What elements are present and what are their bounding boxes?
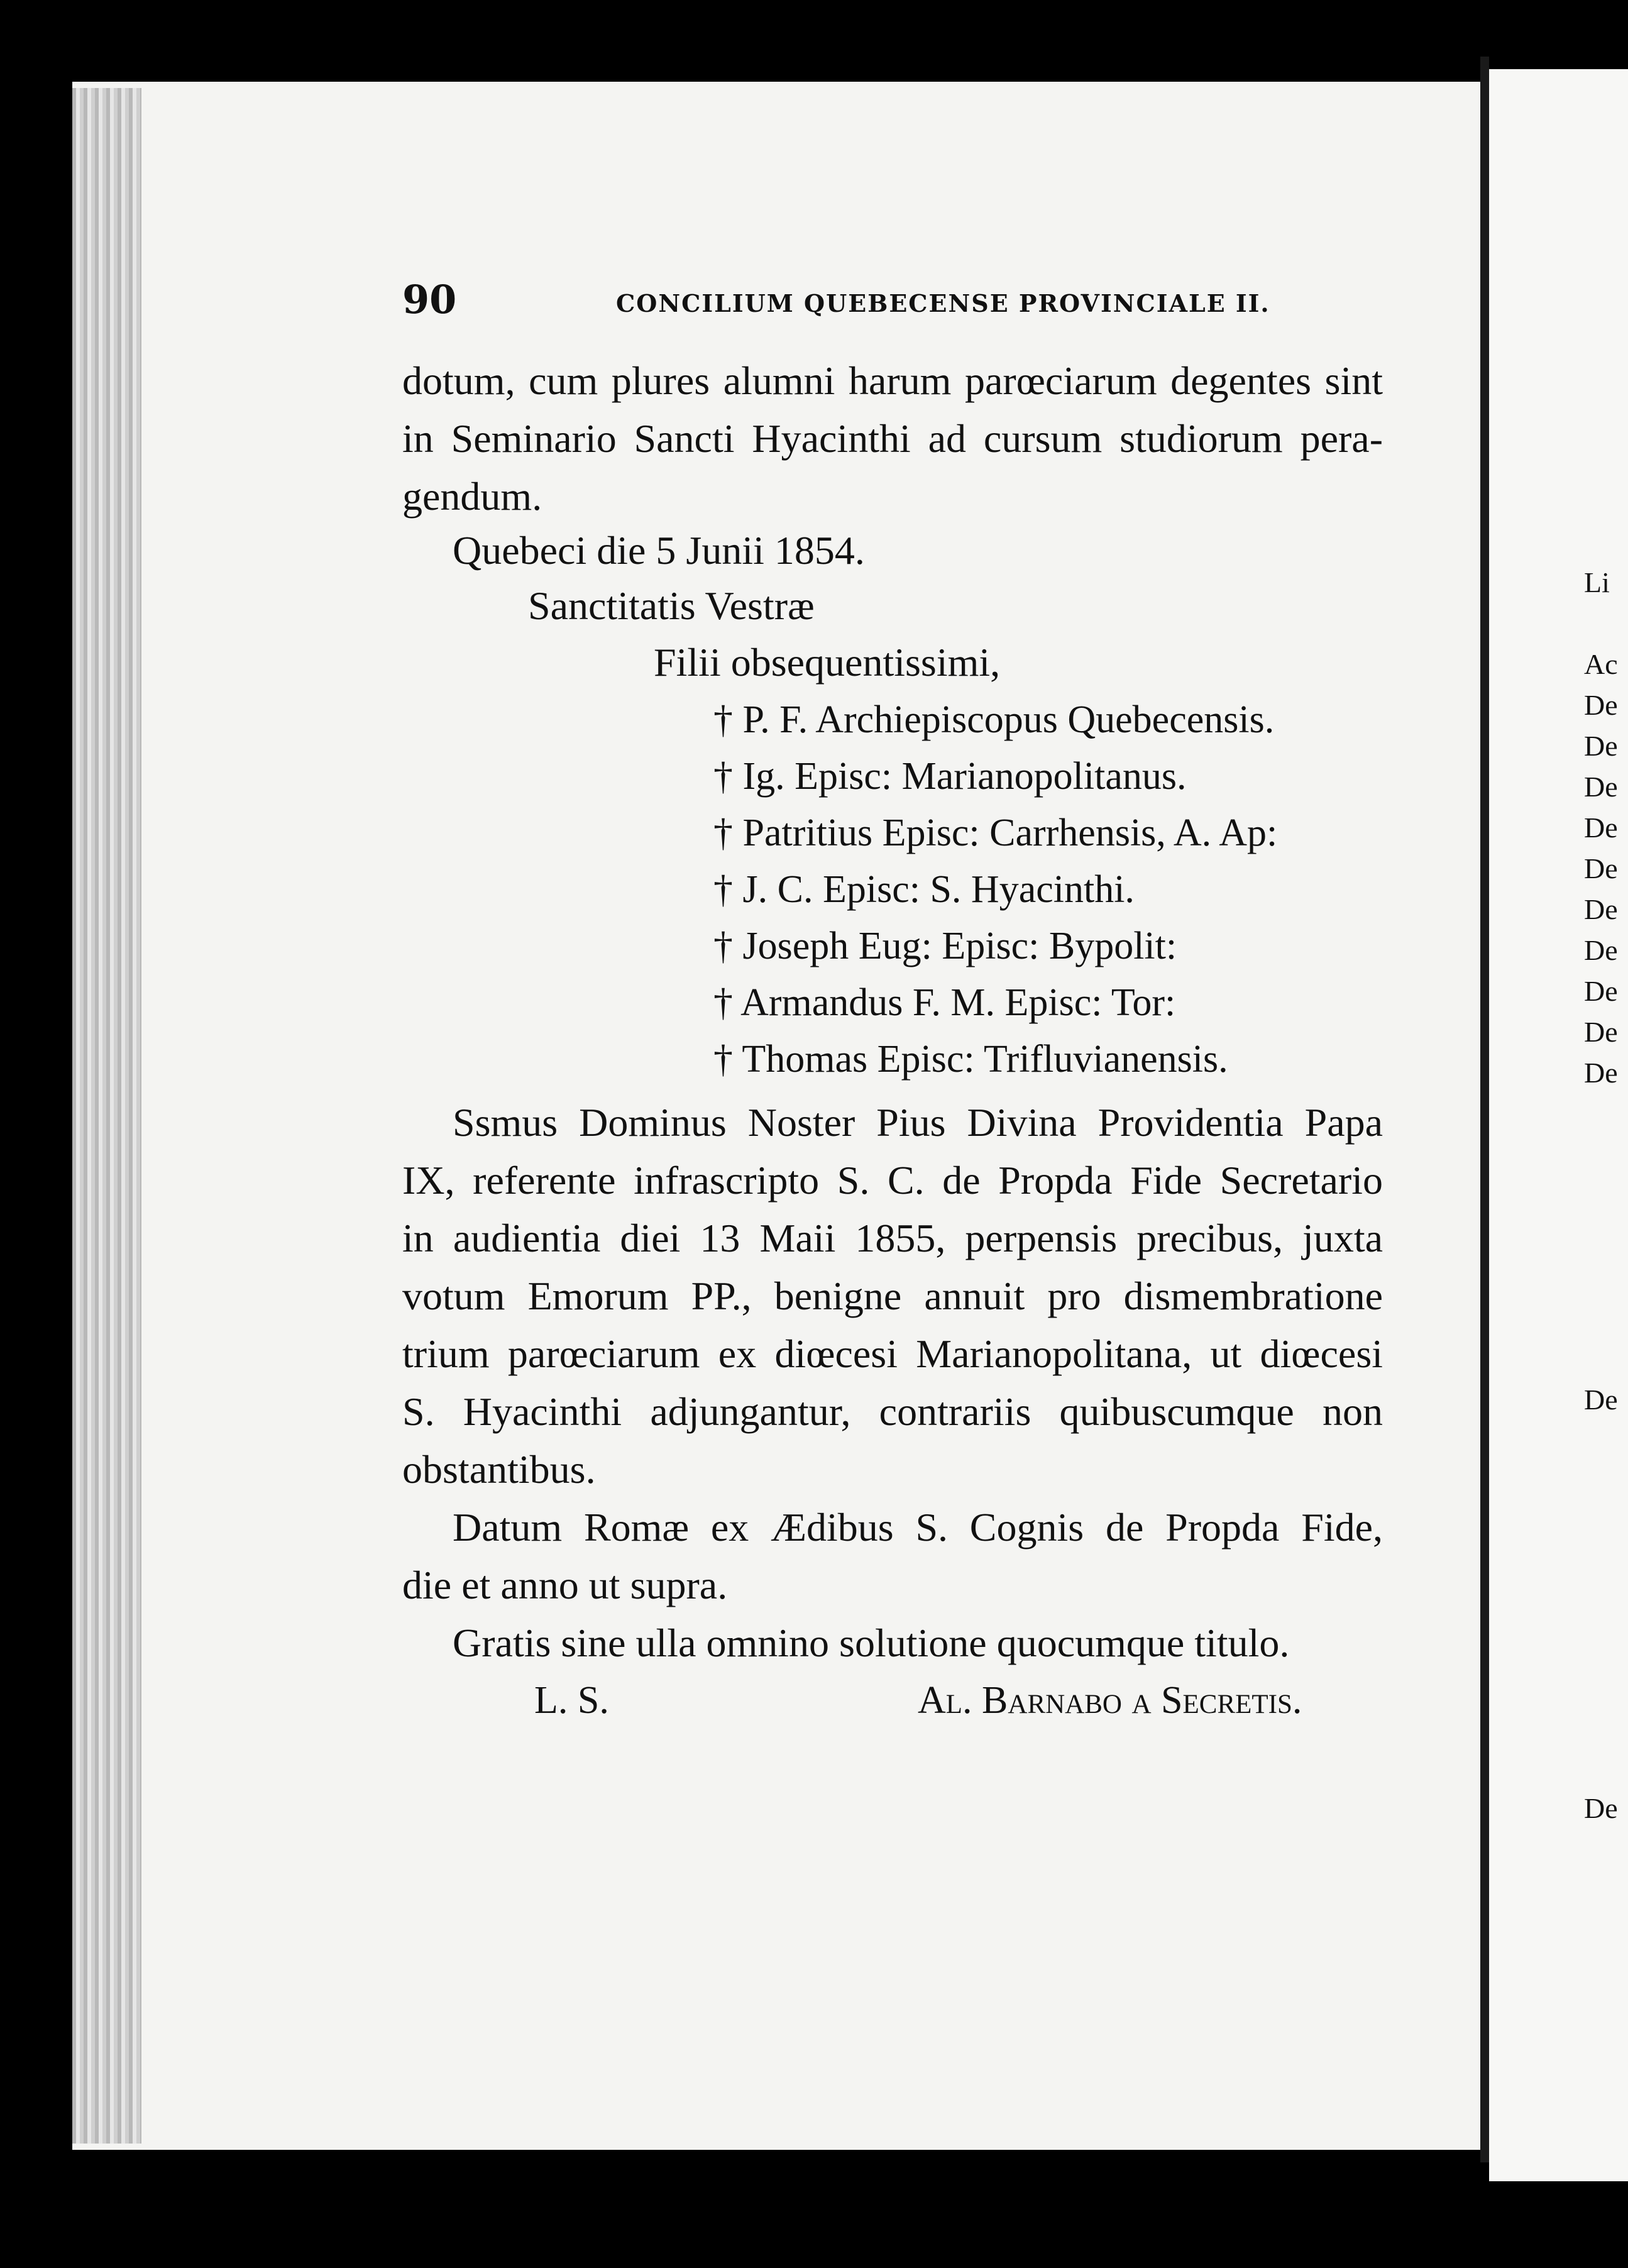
body-line-2: in Seminario Sancti Hyacinthi ad cursum studiorum pera- bbox=[402, 416, 1383, 461]
date-line: Quebeci die 5 Junii 1854. bbox=[453, 528, 865, 573]
signatory-4: † J. C. Episc: S. Hyacinthi. bbox=[713, 868, 1135, 911]
rescript-line-7: obstantibus. bbox=[402, 1447, 596, 1492]
facing-fragment-3: De bbox=[1584, 689, 1618, 721]
signatory-5: † Joseph Eug: Episc: Bypolit: bbox=[713, 925, 1177, 967]
signatory-6: † Armandus F. M. Episc: Tor: bbox=[713, 981, 1176, 1024]
page-number: 90 bbox=[402, 277, 457, 322]
rescript-line-3: in audientia diei 13 Maii 1855, perpensis precibus, juxta bbox=[402, 1216, 1383, 1260]
signatory-7: † Thomas Episc: Trifluvianensis. bbox=[713, 1038, 1228, 1081]
running-head: CONCILIUM QUEBECENSE PROVINCIALE II. bbox=[616, 289, 1270, 317]
page-edge-stack bbox=[72, 88, 141, 2144]
facing-fragment-2: Ac bbox=[1584, 648, 1618, 680]
rescript-line-4: votum Emorum PP., benigne annuit pro dismembratione bbox=[402, 1274, 1383, 1318]
facing-fragment-6: De bbox=[1584, 812, 1618, 844]
facing-page bbox=[1489, 69, 1628, 2181]
body-line-1: dotum, cum plures alumni harum parœciarum degentes sint bbox=[402, 358, 1383, 403]
facing-fragment-14: De bbox=[1584, 1792, 1618, 1824]
facing-fragment-10: De bbox=[1584, 975, 1618, 1007]
rescript-line-5: trium parœciarum ex diœcesi Marianopolitana, ut diœcesi bbox=[402, 1331, 1383, 1376]
rescript-line-1: Ssmus Dominus Noster Pius Divina Providentia Papa bbox=[453, 1100, 1383, 1145]
book-gutter bbox=[1480, 57, 1489, 2162]
facing-fragment-4: De bbox=[1584, 730, 1618, 762]
salutation: Sanctitatis Vestræ bbox=[528, 583, 815, 628]
facing-fragment-5: De bbox=[1584, 771, 1618, 803]
rescript-line-2: IX, referente infrascripto S. C. de Propda Fide Secretario bbox=[402, 1158, 1383, 1203]
facing-fragment-9: De bbox=[1584, 934, 1618, 966]
gratis-line: Gratis sine ulla omnino solutione quocumque titulo. bbox=[453, 1621, 1290, 1665]
facing-fragment-12: De bbox=[1584, 1057, 1618, 1089]
signatory-1: † P. F. Archiepiscopus Quebecensis. bbox=[713, 698, 1275, 741]
signatory-3: † Patritius Episc: Carrhensis, A. Ap: bbox=[713, 812, 1278, 854]
facing-fragment-7: De bbox=[1584, 852, 1618, 884]
facing-fragment-1: Li bbox=[1584, 566, 1610, 598]
facing-fragment-13: De bbox=[1584, 1384, 1618, 1416]
datum-line-2: die et anno ut supra. bbox=[402, 1563, 728, 1607]
body-line-3: gendum. bbox=[402, 474, 542, 519]
datum-line-1: Datum Romæ ex Ædibus S. Cognis de Propda Fide, bbox=[453, 1505, 1383, 1550]
rescript-line-6: S. Hyacinthi adjungantur, contrariis quibuscumque non bbox=[402, 1389, 1383, 1434]
signatory-2: † Ig. Episc: Marianopolitanus. bbox=[713, 755, 1187, 798]
locus-sigilli: L. S. bbox=[534, 1679, 609, 1722]
closing: Filii obsequentissimi, bbox=[654, 640, 1001, 685]
facing-fragment-11: De bbox=[1584, 1016, 1618, 1048]
secretary-signature: Al. Barnabo a Secretis. bbox=[918, 1679, 1302, 1722]
facing-fragment-8: De bbox=[1584, 893, 1618, 925]
